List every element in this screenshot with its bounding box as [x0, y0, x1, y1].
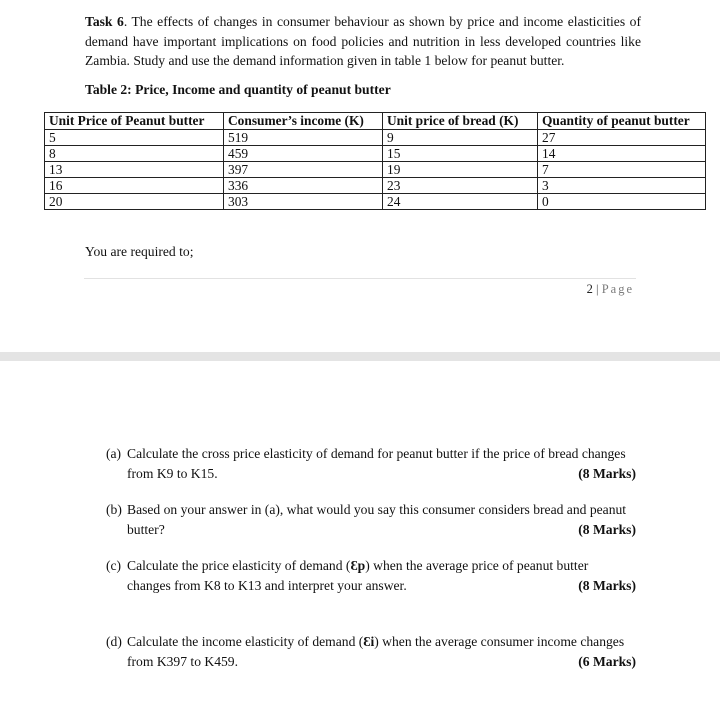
page-number-footer: [587, 282, 634, 297]
page-separator: |: [592, 282, 602, 296]
question-c: [106, 556, 636, 595]
table-header-row: [45, 113, 706, 130]
question-text: ) when the average consumer income changes: [374, 634, 625, 649]
table-cell: 13: [45, 162, 224, 178]
header-cell: Unit price of bread (K): [383, 113, 538, 130]
marks: (8 Marks): [578, 465, 636, 481]
table-cell: 519: [224, 130, 383, 146]
marks: (8 Marks): [578, 577, 636, 593]
elasticity-symbol: Ɛi: [363, 634, 375, 649]
footer-divider: [84, 278, 636, 279]
page-number: 2: [586, 282, 593, 296]
question-text: ) when the average price of peanut butter: [365, 558, 589, 573]
table-cell: 15: [383, 146, 538, 162]
table-row: [45, 162, 706, 178]
table-cell: 3: [538, 178, 706, 194]
table-cell: 303: [224, 194, 383, 210]
question-text: Calculate the price elasticity of demand (: [127, 558, 351, 573]
table-cell: 27: [538, 130, 706, 146]
task-label: Task 6: [85, 14, 124, 29]
table-cell: 5: [45, 130, 224, 146]
table-cell: 459: [224, 146, 383, 162]
question-text: from K9 to K15.: [127, 465, 218, 481]
task-paragraph: [85, 12, 641, 71]
question-text: Calculate the cross price elasticity of demand for peanut butter if the price of bread changes: [127, 446, 626, 461]
header-cell: Quantity of peanut butter: [538, 113, 706, 130]
table-cell: 7: [538, 162, 706, 178]
question-label: (a): [106, 446, 122, 461]
question-label: (b): [106, 502, 122, 517]
question-b: [106, 500, 636, 539]
question-text: Calculate the income elasticity of demand (: [127, 634, 364, 649]
table-cell: 20: [45, 194, 224, 210]
page-word: Page: [601, 282, 634, 296]
question-text: changes from K8 to K13 and interpret your answer.: [127, 577, 407, 593]
header-cell: Consumer’s income (K): [224, 113, 383, 130]
table-cell: 8: [45, 146, 224, 162]
table-row: [45, 194, 706, 210]
question-label: (c): [106, 558, 122, 573]
task-text: . The effects of changes in consumer behaviour as shown by price and income elasticities of demand have important implications on food policies and nutrition in less developed countries like Zambia. Study and use the demand information given in table 1 below for peanut butter.: [85, 14, 641, 68]
table-row: [45, 146, 706, 162]
table-row: [45, 130, 706, 146]
table-cell: 397: [224, 162, 383, 178]
table-cell: 9: [383, 130, 538, 146]
question-text: from K397 to K459.: [127, 653, 239, 669]
table-cell: 23: [383, 178, 538, 194]
table-caption: Table 2: Price, Income and quantity of peanut butter: [85, 82, 391, 97]
page-1: [0, 0, 720, 352]
question-a: [106, 444, 636, 483]
question-text: Based on your answer in (a), what would you say this consumer considers bread and peanut: [127, 502, 627, 517]
question-text: butter?: [127, 521, 165, 537]
table-cell: 336: [224, 178, 383, 194]
marks: (6 Marks): [578, 653, 636, 669]
page-2: [0, 361, 720, 725]
table-cell: 24: [383, 194, 538, 210]
question-d: [106, 632, 636, 671]
table-cell: 0: [538, 194, 706, 210]
required-text: You are required to;: [85, 244, 194, 259]
header-cell: Unit Price of Peanut butter: [45, 113, 224, 130]
question-label: (d): [106, 634, 122, 649]
table-cell: 16: [45, 178, 224, 194]
table-row: [45, 178, 706, 194]
marks: (8 Marks): [578, 521, 636, 537]
elasticity-symbol: Ɛp: [350, 558, 366, 573]
page-gap: [0, 352, 720, 361]
data-table: [44, 112, 706, 210]
table-cell: 14: [538, 146, 706, 162]
table-cell: 19: [383, 162, 538, 178]
